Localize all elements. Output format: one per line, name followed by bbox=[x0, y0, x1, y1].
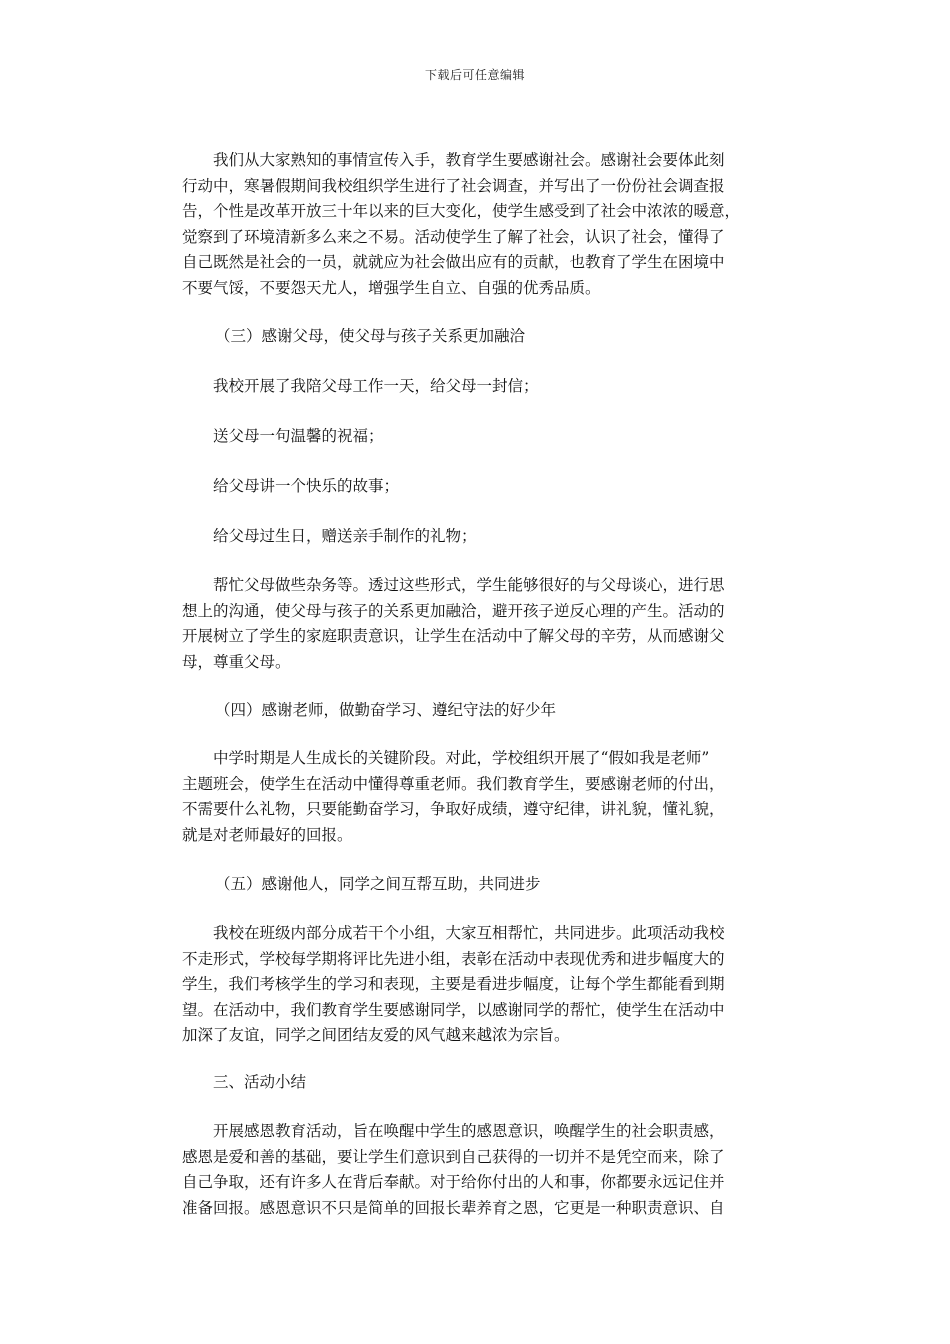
paragraph-parents-activity-1 bbox=[182, 374, 782, 400]
paragraph-parents-summary bbox=[182, 573, 782, 675]
text-line: 我校在班级内部分成若干个小组，大家互相帮忙，共同进步。此项活动我校 bbox=[213, 924, 725, 942]
paragraph-summary bbox=[182, 1119, 782, 1221]
text-line: 母，尊重父母。 bbox=[182, 652, 291, 671]
heading-line: （四）感谢老师，做勤奋学习、遵纪守法的好少年 bbox=[215, 701, 557, 719]
paragraph-social-gratitude bbox=[182, 148, 782, 301]
paragraph-peers bbox=[182, 921, 782, 1049]
paragraph-parents-activity-4 bbox=[182, 524, 782, 550]
text-line: 我们从大家熟知的事情宣传入手，教育学生要感谢社会。感谢社会要体此刻 bbox=[213, 151, 725, 169]
paragraph-teachers bbox=[182, 746, 782, 848]
section-heading-parents bbox=[182, 324, 782, 350]
text-line: 告，个性是改革开放三十年以来的巨大变化，使学生感受到了社会中浓浓的暖意， bbox=[182, 202, 741, 220]
section-heading-teachers bbox=[182, 698, 782, 724]
text-line: 送父母一句温馨的祝福； bbox=[213, 427, 384, 445]
heading-line: 三、活动小结 bbox=[213, 1073, 307, 1091]
text-line: 自己争取，还有许多人在背后奉献。对于给你付出的人和事，你都要永远记住并 bbox=[182, 1173, 725, 1191]
text-line: 开展感恩教育活动，旨在唤醒中学生的感恩意识，唤醒学生的社会职责感， bbox=[213, 1122, 725, 1140]
paragraph-parents-activity-3 bbox=[182, 474, 782, 500]
text-line: 我校开展了我陪父母工作一天，给父母一封信； bbox=[213, 377, 539, 395]
text-line: 加深了友谊，同学之间团结友爱的风气越来越浓为宗旨。 bbox=[182, 1026, 570, 1044]
page-header: 下载后可任意编辑 bbox=[424, 68, 525, 82]
heading-line: （五）感谢他人，同学之间互帮互助，共同进步 bbox=[215, 875, 541, 893]
text-line: 中学时期是人生成长的关键阶段。对此，学校组织开展了“假如我是老师” bbox=[213, 749, 710, 767]
text-line: 不需要什么礼物，只要能勤奋学习，争取好成绩，遵守纪律，讲礼貌，懂礼貌， bbox=[182, 800, 725, 818]
text-line: 感恩是爱和善的基础，要让学生们意识到自己获得的一切并不是凭空而来，除了 bbox=[182, 1147, 725, 1166]
section-heading-peers bbox=[182, 872, 782, 898]
text-line: 准备回报。感恩意识不只是简单的回报长辈养育之恩，它更是一种职责意识、自 bbox=[182, 1198, 725, 1217]
text-line: 就是对老师最好的回报。 bbox=[182, 825, 353, 844]
text-line: 望。在活动中，我们教育学生要感谢同学，以感谢同学的帮忙，使学生在活动中 bbox=[182, 1000, 725, 1019]
text-line: 想上的沟通，使父母与孩子的关系更加融洽，避开孩子逆反心理的产生。活动的 bbox=[182, 601, 725, 620]
text-line: 给父母讲一个快乐的故事； bbox=[213, 477, 400, 495]
text-line: 帮忙父母做些杂务等。透过这些形式，学生能够很好的与父母谈心，进行思 bbox=[213, 576, 725, 594]
text-line: 开展树立了学生的家庭职责意识，让学生在活动中了解父母的辛劳，从而感谢父 bbox=[182, 627, 725, 645]
text-line: 自己既然是社会的一员，就就应为社会做出应有的贡献，也教育了学生在困境中 bbox=[182, 253, 725, 271]
text-line: 行动中，寒暑假期间我校组织学生进行了社会调查，并写出了一份份社会调查报 bbox=[182, 176, 725, 195]
text-line: 觉察到了环境清新多么来之不易。活动使学生了解了社会，认识了社会，懂得了 bbox=[182, 227, 725, 246]
text-line: 主题班会，使学生在活动中懂得尊重老师。我们教育学生，要感谢老师的付出， bbox=[182, 774, 725, 793]
text-line: 不要气馁，不要怨天尤人，增强学生自立、自强的优秀品质。 bbox=[182, 278, 601, 297]
text-line: 给父母过生日，赠送亲手制作的礼物； bbox=[213, 527, 477, 545]
text-line: 学生，我们考核学生的学习和表现，主要是看进步幅度，让每个学生都能看到期 bbox=[182, 975, 725, 993]
text-line: 不走形式，学校每学期将评比先进小组，表彰在活动中表现优秀和进步幅度大的 bbox=[182, 949, 725, 968]
section-heading-summary bbox=[182, 1070, 782, 1096]
heading-line: （三）感谢父母，使父母与孩子关系更加融洽 bbox=[215, 327, 526, 345]
paragraph-parents-activity-2 bbox=[182, 424, 782, 450]
